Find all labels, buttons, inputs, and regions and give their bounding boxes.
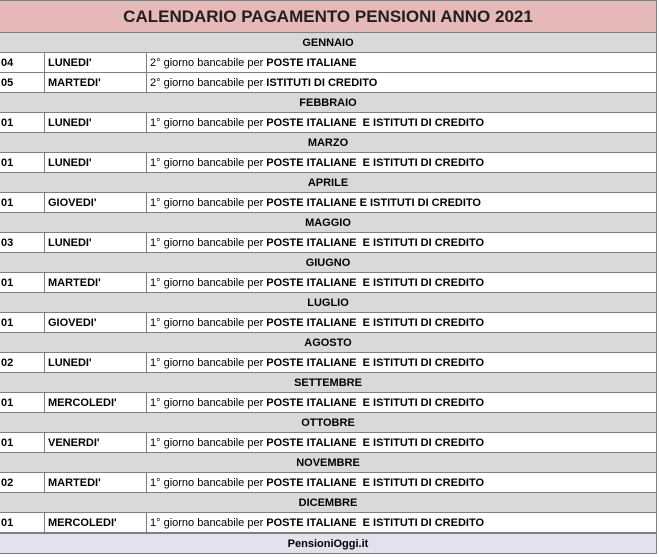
payment-description: [147, 313, 656, 332]
banking-day-text: 1° giorno bancabile per: [150, 156, 264, 169]
payment-day: 01: [0, 313, 45, 332]
month-header-luglio: LUGLIO: [0, 293, 657, 313]
payment-day: 01: [0, 193, 45, 212]
banking-day-text: 1° giorno bancabile per: [150, 196, 264, 209]
table-row: [0, 513, 657, 533]
payment-description: [147, 473, 656, 492]
institutes-text: POSTE ITALIANE E ISTITUTI DI CREDITO: [266, 236, 485, 249]
month-header-marzo: MARZO: [0, 133, 657, 153]
month-header-aprile: APRILE: [0, 173, 657, 193]
payment-description: [147, 353, 656, 372]
payment-day: 05: [0, 73, 45, 92]
weekday: LUNEDI': [45, 353, 147, 372]
banking-day-text: 1° giorno bancabile per: [150, 476, 264, 489]
table-row: [0, 433, 657, 453]
banking-day-text: 2° giorno bancabile per: [150, 56, 264, 69]
institutes-text: POSTE ITALIANE E ISTITUTI DI CREDITO: [266, 276, 485, 289]
table-row: [0, 273, 657, 293]
banking-day-text: 1° giorno bancabile per: [150, 436, 264, 449]
source-footer: PensioniOggi.it: [0, 533, 657, 554]
institutes-text: POSTE ITALIANE E ISTITUTI DI CREDITO: [266, 316, 485, 329]
table-row: [0, 233, 657, 253]
table-row: [0, 313, 657, 333]
weekday: MARTEDI': [45, 473, 147, 492]
table-row: [0, 113, 657, 133]
payment-description: [147, 193, 656, 212]
payment-day: 01: [0, 113, 45, 132]
month-header-febbraio: FEBBRAIO: [0, 93, 657, 113]
weekday: LUNEDI': [45, 153, 147, 172]
payment-description: [147, 73, 656, 92]
weekday: GIOVEDI': [45, 313, 147, 332]
payment-day: 02: [0, 353, 45, 372]
weekday: MARTEDI': [45, 73, 147, 92]
month-header-maggio: MAGGIO: [0, 213, 657, 233]
weekday: GIOVEDI': [45, 193, 147, 212]
payment-day: 01: [0, 513, 45, 532]
month-header-novembre: NOVEMBRE: [0, 453, 657, 473]
table-row: [0, 393, 657, 413]
weekday: LUNEDI': [45, 233, 147, 252]
table-row: [0, 53, 657, 73]
table-row: [0, 473, 657, 493]
month-header-gennaio: GENNAIO: [0, 33, 657, 53]
banking-day-text: 1° giorno bancabile per: [150, 396, 264, 409]
banking-day-text: 1° giorno bancabile per: [150, 316, 264, 329]
institutes-text: POSTE ITALIANE E ISTITUTI DI CREDITO: [266, 516, 485, 529]
payment-description: [147, 153, 656, 172]
month-header-settembre: SETTEMBRE: [0, 373, 657, 393]
weekday: VENERDI': [45, 433, 147, 452]
institutes-text: POSTE ITALIANE E ISTITUTI DI CREDITO: [266, 156, 485, 169]
institutes-text: POSTE ITALIANE E ISTITUTI DI CREDITO: [266, 196, 481, 209]
table-row: [0, 193, 657, 213]
weekday: MERCOLEDI': [45, 393, 147, 412]
payment-day: 01: [0, 273, 45, 292]
payment-description: [147, 433, 656, 452]
banking-day-text: 1° giorno bancabile per: [150, 276, 264, 289]
banking-day-text: 1° giorno bancabile per: [150, 356, 264, 369]
payment-description: [147, 233, 656, 252]
institutes-text: ISTITUTI DI CREDITO: [266, 76, 378, 89]
table-row: [0, 153, 657, 173]
table-row: [0, 73, 657, 93]
institutes-text: POSTE ITALIANE E ISTITUTI DI CREDITO: [266, 396, 485, 409]
month-header-dicembre: DICEMBRE: [0, 493, 657, 513]
institutes-text: POSTE ITALIANE: [266, 56, 357, 69]
payment-description: [147, 273, 656, 292]
weekday: LUNEDI': [45, 53, 147, 72]
institutes-text: POSTE ITALIANE E ISTITUTI DI CREDITO: [266, 436, 485, 449]
payment-description: [147, 53, 656, 72]
institutes-text: POSTE ITALIANE E ISTITUTI DI CREDITO: [266, 356, 485, 369]
weekday: MARTEDI': [45, 273, 147, 292]
weekday: LUNEDI': [45, 113, 147, 132]
institutes-text: POSTE ITALIANE E ISTITUTI DI CREDITO: [266, 476, 485, 489]
payment-description: [147, 393, 656, 412]
calendar-table: [0, 33, 657, 533]
payment-day: 01: [0, 153, 45, 172]
payment-description: [147, 513, 656, 532]
payment-description: [147, 113, 656, 132]
month-header-ottobre: OTTOBRE: [0, 413, 657, 433]
payment-day: 01: [0, 433, 45, 452]
month-header-agosto: AGOSTO: [0, 333, 657, 353]
payment-day: 04: [0, 53, 45, 72]
table-row: [0, 353, 657, 373]
month-header-giugno: GIUGNO: [0, 253, 657, 273]
calendar-title: CALENDARIO PAGAMENTO PENSIONI ANNO 2021: [0, 0, 657, 33]
banking-day-text: 2° giorno bancabile per: [150, 76, 264, 89]
payment-day: 03: [0, 233, 45, 252]
payment-day: 01: [0, 393, 45, 412]
banking-day-text: 1° giorno bancabile per: [150, 236, 264, 249]
banking-day-text: 1° giorno bancabile per: [150, 116, 264, 129]
payment-day: 02: [0, 473, 45, 492]
banking-day-text: 1° giorno bancabile per: [150, 516, 264, 529]
institutes-text: POSTE ITALIANE E ISTITUTI DI CREDITO: [266, 116, 485, 129]
weekday: MERCOLEDI': [45, 513, 147, 532]
